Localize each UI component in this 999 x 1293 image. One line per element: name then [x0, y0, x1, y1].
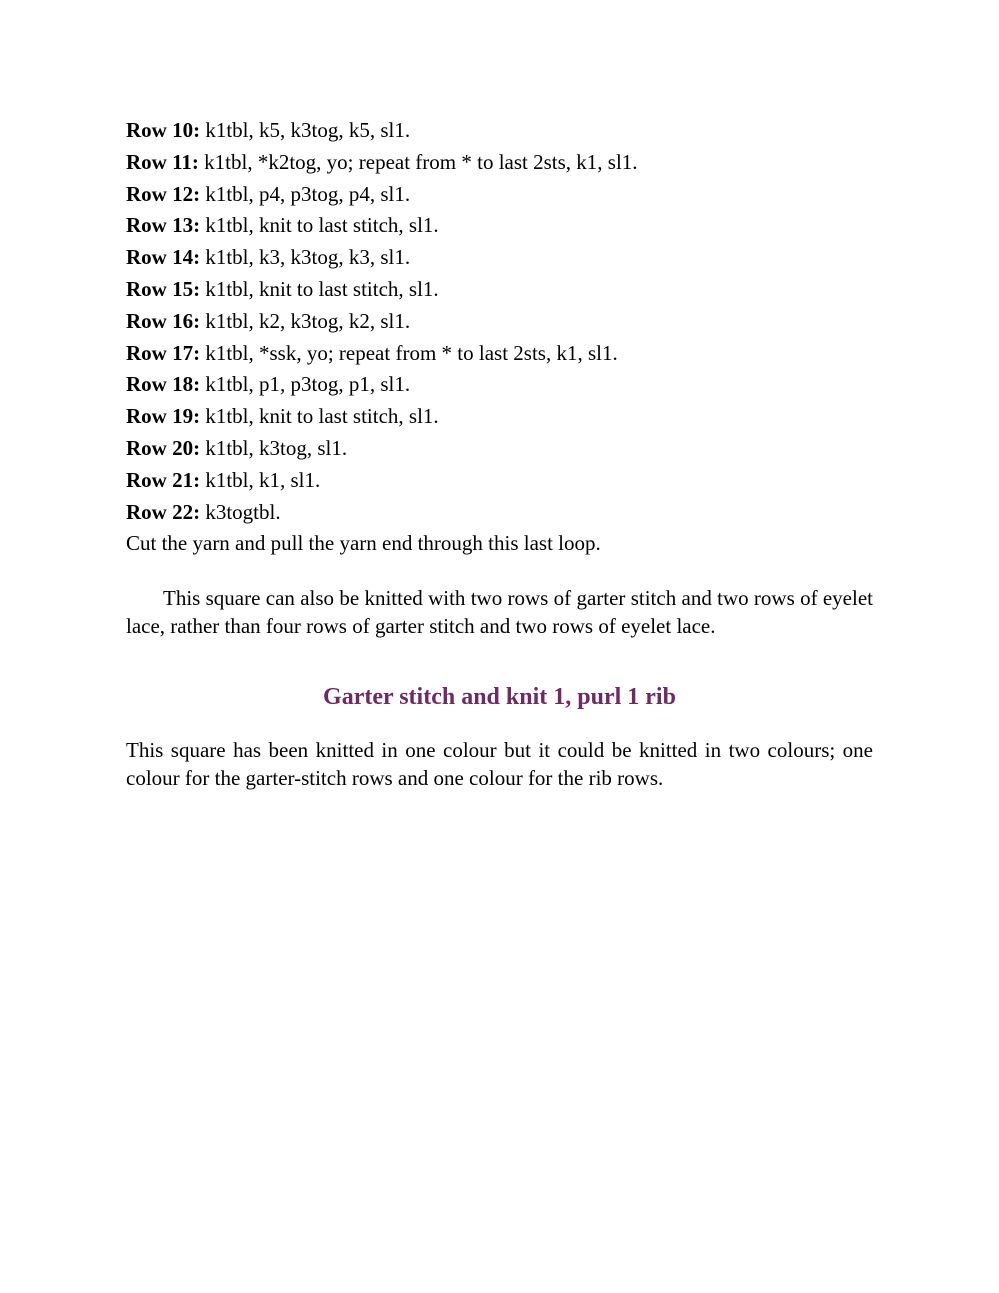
section-intro: This square has been knitted in one colour but it could be knitted in two colours; one colour for the garter-stitch rows and one colour for the rib rows.	[126, 738, 873, 791]
row-instructions-list	[126, 115, 873, 528]
row-instruction	[126, 497, 873, 529]
row-instruction	[126, 465, 873, 497]
row-instruction	[126, 433, 873, 465]
row-instruction	[126, 274, 873, 306]
row-text: k1tbl, knit to last stitch, sl1.	[200, 404, 439, 429]
row-text: k1tbl, knit to last stitch, sl1.	[200, 213, 439, 238]
row-label: Row 21:	[126, 467, 201, 492]
variation-note: This square can also be knitted with two rows of garter stitch and two rows of eyelet lace, rather than four rows of garter stitch and two rows of eyelet lace.	[126, 586, 873, 639]
row-instruction	[126, 115, 873, 147]
row-label: Row 17:	[126, 340, 201, 365]
section-heading: Garter stitch and knit 1, purl 1 rib	[323, 684, 676, 711]
row-text: k1tbl, p4, p3tog, p4, sl1.	[200, 181, 411, 206]
row-label: Row 14:	[126, 245, 201, 270]
row-label: Row 16:	[126, 308, 201, 333]
row-label: Row 20:	[126, 435, 201, 460]
row-label: Row 12:	[126, 181, 201, 206]
row-text: k1tbl, k3, k3tog, k3, sl1.	[200, 245, 411, 270]
row-label: Row 13:	[126, 213, 201, 238]
row-text: k3togtbl.	[200, 499, 281, 524]
row-text: k1tbl, k3tog, sl1.	[200, 435, 348, 460]
row-label: Row 10:	[126, 118, 201, 142]
row-text: k1tbl, p1, p3tog, p1, sl1.	[200, 372, 411, 397]
row-instruction	[126, 147, 873, 179]
row-instruction	[126, 401, 873, 433]
row-instruction	[126, 242, 873, 274]
row-label: Row 11:	[126, 149, 199, 174]
row-label: Row 19:	[126, 404, 201, 429]
row-text: k1tbl, *ssk, yo; repeat from * to last 2sts, k1, sl1.	[200, 340, 618, 365]
row-label: Row 15:	[126, 276, 201, 301]
row-instruction	[126, 306, 873, 338]
row-text: k1tbl, k2, k3tog, k2, sl1.	[200, 308, 411, 333]
row-text: k1tbl, *k2tog, yo; repeat from * to last 2sts, k1, sl1.	[198, 149, 638, 174]
row-text: k1tbl, knit to last stitch, sl1.	[200, 276, 439, 301]
row-label: Row 18:	[126, 372, 201, 397]
closing-instruction: Cut the yarn and pull the yarn end through this last loop.	[126, 531, 601, 556]
row-text: k1tbl, k5, k3tog, k5, sl1.	[200, 118, 411, 142]
document-page	[126, 115, 873, 792]
row-instruction	[126, 338, 873, 370]
row-text: k1tbl, k1, sl1.	[200, 467, 321, 492]
row-label: Row 22:	[126, 499, 201, 524]
row-instruction	[126, 179, 873, 211]
row-instruction	[126, 210, 873, 242]
row-instruction	[126, 369, 873, 401]
